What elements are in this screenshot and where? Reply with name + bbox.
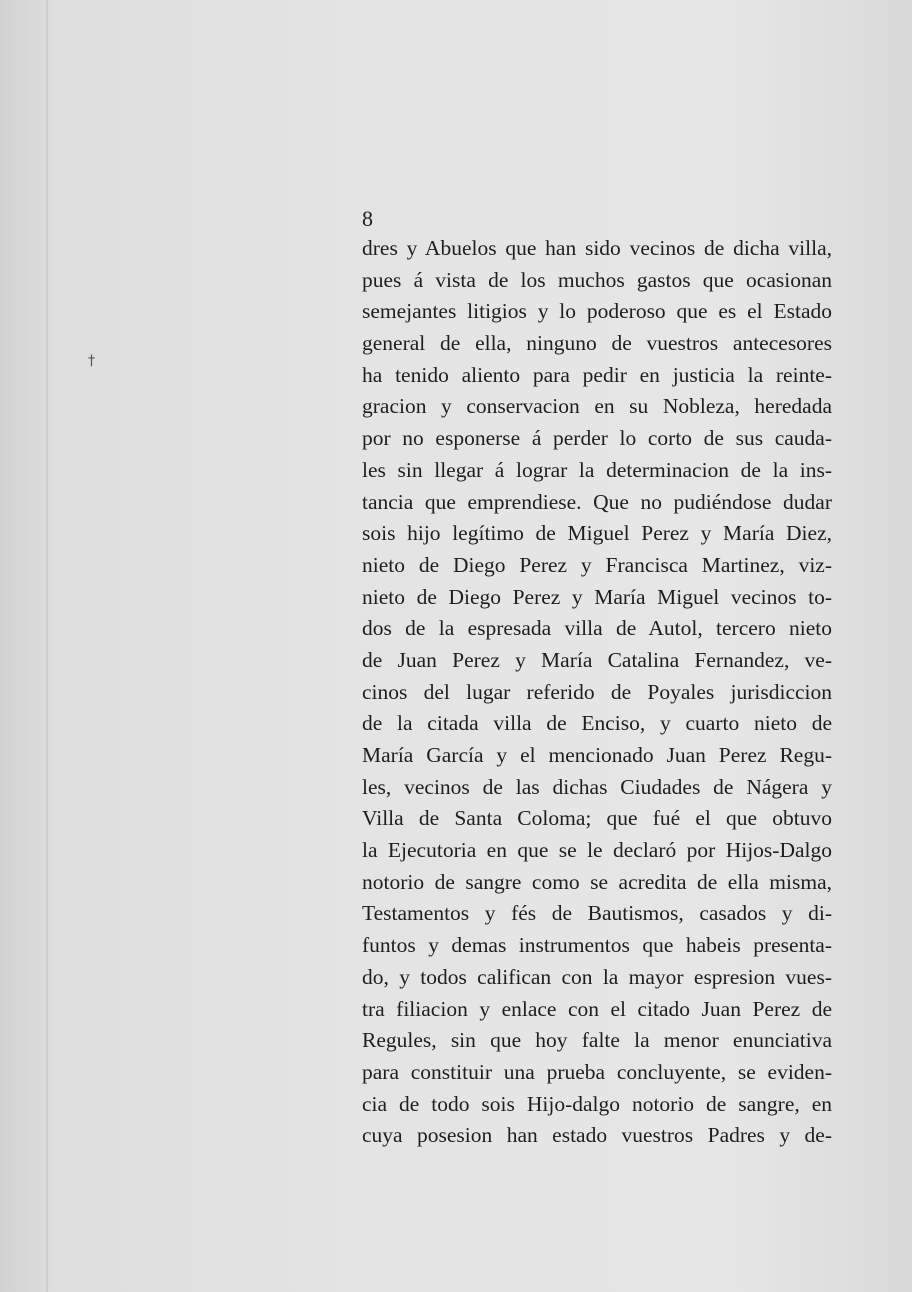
margin-mark: † [88,353,95,369]
text-line: tra filiacion y enlace con el citado Juan Perez de [362,996,832,1021]
text-line: do, y todos califican con la mayor espresion vues- [362,964,832,989]
text-line: pues á vista de los muchos gastos que ocasionan [362,267,832,292]
text-line: cuya posesion han estado vuestros Padres y de- [362,1123,832,1148]
text-line: para constituir una prueba concluyente, se eviden- [362,1059,832,1084]
body-text [362,233,832,1152]
text-line: cinos del lugar referido de Poyales jurisdiccion [362,679,832,704]
text-line: semejantes litigios y lo poderoso que es el Estado [362,299,832,324]
text-line: Testamentos y fés de Bautismos, casados y di- [362,901,832,926]
text-line: nieto de Diego Perez y Francisca Martinez, viz- [362,552,832,577]
text-line: de Juan Perez y María Catalina Fernandez, ve- [362,647,832,672]
text-line: gracion y conservacion en su Nobleza, heredada [362,394,832,419]
text-line: general de ella, ninguno de vuestros antecesores [362,331,832,356]
text-line: cia de todo sois Hijo-dalgo notorio de sangre, en [362,1091,832,1116]
text-line: María García y el mencionado Juan Perez Regu- [362,743,832,767]
text-line: les sin llegar á lograr la determinacion de la ins- [362,457,832,482]
text-line: tancia que emprendiese. Que no pudiéndose dudar [362,489,832,514]
page-fold-shadow [46,0,48,1292]
text-line: la Ejecutoria en que se le declaró por Hijos-Dalgo [362,838,832,863]
text-line: les, vecinos de las dichas Ciudades de Nágera y [362,774,832,799]
text-line: por no esponerse á perder lo corto de sus cauda- [362,426,832,451]
text-line: de la citada villa de Enciso, y cuarto nieto de [362,711,832,736]
text-line: funtos y demas instrumentos que habeis presenta- [362,933,832,958]
text-line: dres y Abuelos que han sido vecinos de dicha villa, [362,236,832,260]
text-line: nieto de Diego Perez y María Miguel vecinos to- [362,584,832,609]
text-line: notorio de sangre como se acredita de ella misma, [362,869,832,894]
text-line: Regules, sin que hoy falte la menor enunciativa [362,1028,832,1053]
text-line: dos de la espresada villa de Autol, tercero nieto [362,616,832,641]
page-number: 8 [362,206,373,231]
text-line: sois hijo legítimo de Miguel Perez y María Diez, [362,521,832,546]
text-line: Villa de Santa Coloma; que fué el que obtuvo [362,806,832,831]
text-block [362,205,832,1152]
text-line: ha tenido aliento para pedir en justicia la reinte- [362,362,832,387]
